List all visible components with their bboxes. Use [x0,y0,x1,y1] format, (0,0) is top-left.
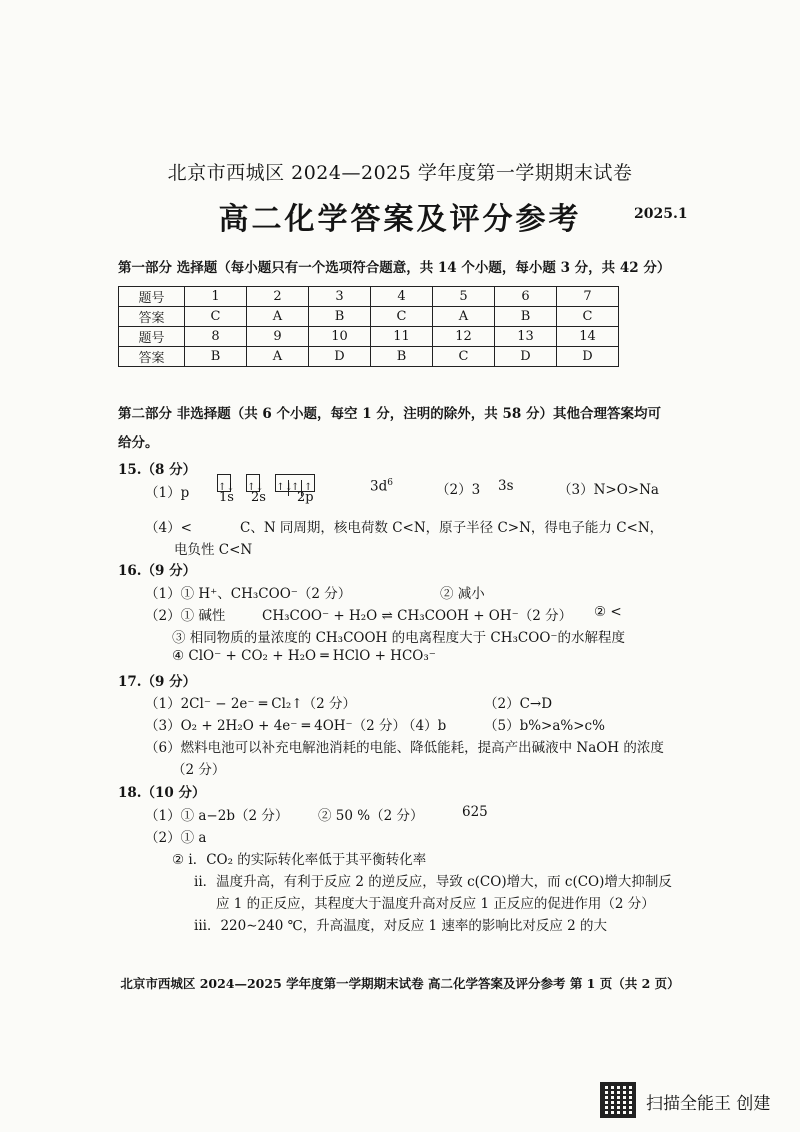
q17-l2b: （4）b [402,718,447,734]
scanner-watermark: 扫描全能王 创建 [646,1094,771,1114]
q15-a4-reason: C、N 同周期，核电荷数 C<N，原子半径 C>N，得电子能力 C<N， [240,520,664,536]
q17-l4: （2 分） [172,762,226,778]
q16-l2: （2）① 碱性 [145,608,226,624]
table-cell: B [185,347,247,367]
answer-table [118,286,619,367]
q18-l3: ② i．CO₂ 的实际转化率低于其平衡转化率 [172,852,427,868]
table-cell: 13 [495,327,557,347]
q16-number: 16.（9 分） [118,563,197,579]
orbital-cell: ↑↓ [218,481,235,493]
q15-a1-3d [370,478,393,495]
table-cell: 9 [247,327,309,347]
orbital-cell: ↑↓ [276,480,289,496]
table-cell: 题号 [119,327,185,347]
q18-l1b: ② 50 %（2 分） [318,808,424,824]
q16-l2b: ② < [594,604,622,620]
qr-code-icon [600,1082,636,1118]
table-row [119,307,619,327]
school-exam-line: 北京市西城区 2024—2025 学年度第一学期期末试卷 [167,162,633,184]
orbital-box-1s [217,474,235,493]
q18-l1c: 625 [462,804,488,820]
table-cell: B [309,307,371,327]
table-cell: 7 [557,287,619,307]
table-row [119,347,619,367]
q18-l4: ii．温度升高，有利于反应 2 的逆反应，导致 c(CO)增大，而 c(CO)增大抑制反 [194,874,672,890]
table-cell: D [557,347,619,367]
q16-l3: ③ 相同物质的量浓度的 CH₃COOH 的电离程度大于 CH₃COO⁻的水解程度 [172,630,626,646]
table-cell: 4 [371,287,433,307]
table-cell: 11 [371,327,433,347]
q17-number: 17.（9 分） [118,674,197,690]
orbital-box-2p [275,474,315,492]
q17-l1b: （2）C→D [484,696,553,712]
table-cell: 1 [185,287,247,307]
q15-a1-3d-sup: 6 [387,478,393,488]
q15-a1-prefix: （1）p [145,485,190,501]
table-cell: A [247,307,309,327]
table-cell: C [371,307,433,327]
q18-l2: （2）① a [145,830,207,846]
orbital-cell: ↑↓ [247,481,264,493]
q15-number: 15.（8 分） [118,462,197,478]
page-title: 高二化学答案及评分参考 [218,202,582,237]
q16-l1b: ② 减小 [440,586,485,602]
q15-a4: （4）< [145,520,192,536]
page-footer: 北京市西城区 2024—2025 学年度第一学期期末试卷 高二化学答案及评分参考 第 1 页（共 2 页） [120,976,680,991]
q18-l5: 应 1 的正反应，其程度大于温度升高对反应 1 正反应的促进作用（2 分） [216,896,655,912]
table-cell: C [185,307,247,327]
q16-l2-equation: CH₃COO⁻ + H₂O ⇌ CH₃COOH + OH⁻（2 分） [262,608,573,624]
q15-a1-3d-text: 3d [370,478,388,495]
table-cell: 8 [185,327,247,347]
exam-date: 2025.1 [634,206,688,222]
part2-heading: 第二部分 非选择题（共 6 个小题，每空 1 分，注明的除外，共 58 分）其他合理答案均可 [118,406,661,422]
table-cell: 5 [433,287,495,307]
part1-heading: 第一部分 选择题（每小题只有一个选项符合题意，共 14 个小题，每小题 3 分，共 42 分） [118,260,671,276]
table-cell: 2 [247,287,309,307]
table-cell: B [371,347,433,367]
q16-l4: ④ ClO⁻ + CO₂ + H₂O ═ HClO + HCO₃⁻ [172,648,436,664]
table-row [119,287,619,307]
table-cell: 题号 [119,287,185,307]
q18-l6: iii．220∼240 ℃，升高温度，对反应 1 速率的影响比对反应 2 的大 [194,918,608,934]
q17-l3: （6）燃料电池可以补充电解池消耗的电能、降低能耗，提高产出碱液中 NaOH 的浓度 [145,740,664,756]
table-cell: A [433,307,495,327]
table-cell: C [557,307,619,327]
orbital-diagram [217,472,315,492]
q18-l1: （1）① a−2b（2 分） [145,808,289,824]
orbital-cell: ↑ [303,481,313,493]
table-cell: D [495,347,557,367]
q17-l2c: （5）b%>a%>c% [484,718,605,734]
table-cell: 12 [433,327,495,347]
table-row [119,327,619,347]
table-cell: D [309,347,371,367]
orbital-label-2p: 2p [297,490,314,505]
table-cell: 6 [495,287,557,307]
orbital-label-2s: 2s [251,490,266,505]
orbital-label-1s: 1s [219,490,234,505]
q17-l1: （1）2Cl⁻ − 2e⁻ ═ Cl₂↑（2 分） [145,696,357,712]
q18-number: 18.（10 分） [118,785,206,801]
table-cell: A [247,347,309,367]
q15-a3: （3）N>O>Na [558,482,659,498]
table-cell: B [495,307,557,327]
part2-heading-cont: 给分。 [118,435,159,451]
q16-l1: （1）① H⁺、CH₃COO⁻（2 分） [145,586,352,602]
table-cell: 答案 [119,347,185,367]
table-cell: 10 [309,327,371,347]
orbital-cell: ↑ [289,480,302,496]
table-cell: 14 [557,327,619,347]
table-cell: C [433,347,495,367]
q15-a2-3s: 3s [498,478,514,494]
q17-l2: （3）O₂ + 2H₂O + 4e⁻ ═ 4OH⁻（2 分） [145,718,407,734]
orbital-box-2s [246,474,264,493]
table-cell: 答案 [119,307,185,327]
table-cell: 3 [309,287,371,307]
q15-a2: （2）3 [436,482,481,498]
q15-a4-reason-cont: 电负性 C<N [174,542,253,558]
